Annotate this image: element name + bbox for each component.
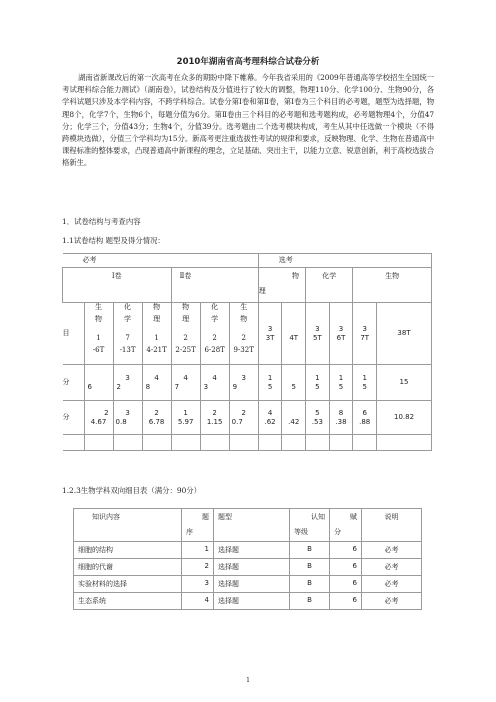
empty-cell — [63, 435, 85, 451]
score-cell: 3 9 — [229, 365, 258, 401]
juan1-label: Ⅰ卷 — [63, 268, 172, 303]
xuan-total: 38T — [377, 303, 432, 365]
avg-total: 10.82 — [377, 401, 432, 435]
row-note: 必考 — [362, 559, 422, 576]
row-order: 2 — [182, 559, 214, 576]
avg-cell: 2 6.78 — [142, 401, 171, 435]
avg-xuan-cell: 5 .53 — [306, 401, 330, 435]
table-row — [74, 542, 422, 559]
xuan-cell: 3 5T — [306, 303, 330, 365]
xuan-cell: 3 6T — [329, 303, 353, 365]
avg-xuan-cell: 4 .62 — [258, 401, 282, 435]
subject-cell: 化 学 2 6-28T — [200, 303, 229, 365]
score-cell: 4 8 — [142, 365, 171, 401]
score-cell: 3 2 — [113, 365, 142, 401]
avg-xuan-cell: .42 — [282, 401, 306, 435]
row-content: 生态系统 — [74, 593, 182, 610]
col-header-note: 说明 — [362, 509, 422, 542]
empty-cell — [200, 435, 229, 451]
row-order: 1 — [182, 542, 214, 559]
empty-cell — [84, 435, 113, 451]
subject-cell: 化 学 7 -13T — [113, 303, 142, 365]
huaxue-label: 化学 — [306, 268, 353, 303]
row-score: 6 — [330, 542, 362, 559]
row-level: B — [290, 576, 330, 593]
empty-cell — [171, 435, 200, 451]
row-level: B — [290, 559, 330, 576]
subject-cell: 生 物 2 9-32T — [229, 303, 258, 365]
empty-cell — [113, 435, 142, 451]
row-level: B — [290, 542, 330, 559]
col-header-content: 知识内容 — [74, 509, 182, 542]
row-order: 3 — [182, 576, 214, 593]
page-number: 1 — [246, 677, 250, 684]
xuan-score-cell: 5 — [282, 365, 306, 401]
empty-cell — [142, 435, 171, 451]
row-type: 选择题 — [214, 542, 290, 559]
row-note: 必考 — [362, 593, 422, 610]
table-row — [74, 576, 422, 593]
shengwu-label: 生物 — [353, 268, 432, 303]
empty-cell — [329, 435, 353, 451]
wuli-label: 物 理 — [258, 268, 305, 303]
table-row — [74, 559, 422, 576]
score-cell: 6 — [84, 365, 113, 401]
row-note: 必考 — [362, 542, 422, 559]
subject-cell: 生 物 1 -6T — [84, 303, 113, 365]
avg-cell: 2 0.7 — [229, 401, 258, 435]
row-order: 4 — [182, 593, 214, 610]
intro-paragraph: 湖南省新课改后的第一次高考在众多的期盼中降下帷幕。今年我省采用的《2009年普通高等学校招生全国统一考试理科综合能力测试》（湖南卷），试卷结构及分值进行了较大的调整，物理110分、化学100分、生物90分，各学科试题只涉及本学科内容，不跨学科综合。试卷分第Ⅰ卷和第Ⅱ卷，第Ⅰ卷为三个科目的必考题，题型为选择题，物理8个，化学7个，生物6个，每题分值为6分。第Ⅱ卷由三个科目的必考题和选考题构成，必考题物理4个，分值47分；化学三个，分值43分；生物4个，分值39分。选考题由二个选考模块构成，考生从其中任选做一个模块（不得跨模块选做），分值三个学科均为15分。新高考更注重选拔性考试的规律和要求，反映物理、化学、生物在普通高中课程标准的整体要求，凸现普通高中新课程的理念，立足基础、突出主干，以能力立意、锐意创新，利于高校选拔合格新生。 — [62, 73, 434, 168]
bikao-label: 必考 — [63, 254, 259, 268]
document-title: 2010年湖南省高考理科综合试卷分析 — [176, 57, 320, 67]
col-header-order: 题 序 — [182, 509, 214, 542]
fen-total: 15 — [377, 365, 432, 401]
score-cell: 4 3 — [200, 365, 229, 401]
biology-spec-table — [73, 508, 422, 610]
xuan-score-cell: 1 5 — [353, 365, 377, 401]
empty-cell — [229, 435, 258, 451]
col-header-level: 认知 等级 — [290, 509, 330, 542]
avg-cell: 2 1.15 — [200, 401, 229, 435]
subject-cell: 物 理 1 4-21T — [142, 303, 171, 365]
row-content: 细胞的代谢 — [74, 559, 182, 576]
juan2-label: Ⅱ卷 — [171, 268, 258, 303]
row-note: 必考 — [362, 576, 422, 593]
empty-cell — [306, 435, 330, 451]
empty-cell — [258, 435, 282, 451]
section-heading-3: 1.2.3生物学科双向细目表（满分：90分） — [62, 486, 202, 495]
xuan-score-cell: 1 5 — [329, 365, 353, 401]
xuan-score-cell: 1 5 — [306, 365, 330, 401]
subject-cell: 物 理 2 2-25T — [171, 303, 200, 365]
row-type: 选择题 — [214, 559, 290, 576]
table-row — [74, 593, 422, 610]
xuankao-label: 选考 — [258, 254, 431, 268]
row-ke-label: 目 — [63, 303, 85, 365]
avg-xuan-cell: 8 .38 — [329, 401, 353, 435]
col-header-type: 题型 — [214, 509, 290, 542]
xuan-cell: 3 3T — [258, 303, 282, 365]
exam-structure-table — [62, 253, 432, 451]
row-type: 选择题 — [214, 593, 290, 610]
empty-cell — [282, 435, 306, 451]
empty-cell — [353, 435, 377, 451]
row-score: 6 — [330, 576, 362, 593]
fen-label: 分 — [63, 365, 85, 401]
row-content: 细胞的结构 — [74, 542, 182, 559]
avg-label: 分 — [63, 401, 85, 435]
row-score: 6 — [330, 559, 362, 576]
section-heading-1: 1．试卷结构与考查内容 — [62, 217, 141, 226]
xuan-cell: 4T — [282, 303, 306, 365]
avg-cell: 3 0.8 — [113, 401, 142, 435]
row-content: 实验材料的选择 — [74, 576, 182, 593]
col-header-score: 赋 分 — [330, 509, 362, 542]
row-type: 选择题 — [214, 576, 290, 593]
avg-cell: 1 5.97 — [171, 401, 200, 435]
score-cell: 4 7 — [171, 365, 200, 401]
xuan-score-cell: 1 5 — [258, 365, 282, 401]
empty-cell — [377, 435, 432, 451]
xuan-cell: 3 7T — [353, 303, 377, 365]
section-heading-2: 1.1试卷结构 题型及得分情况： — [62, 236, 165, 245]
row-score: 6 — [330, 593, 362, 610]
avg-cell: 2 4.67 — [84, 401, 113, 435]
avg-xuan-cell: 6 .88 — [353, 401, 377, 435]
row-level: B — [290, 593, 330, 610]
